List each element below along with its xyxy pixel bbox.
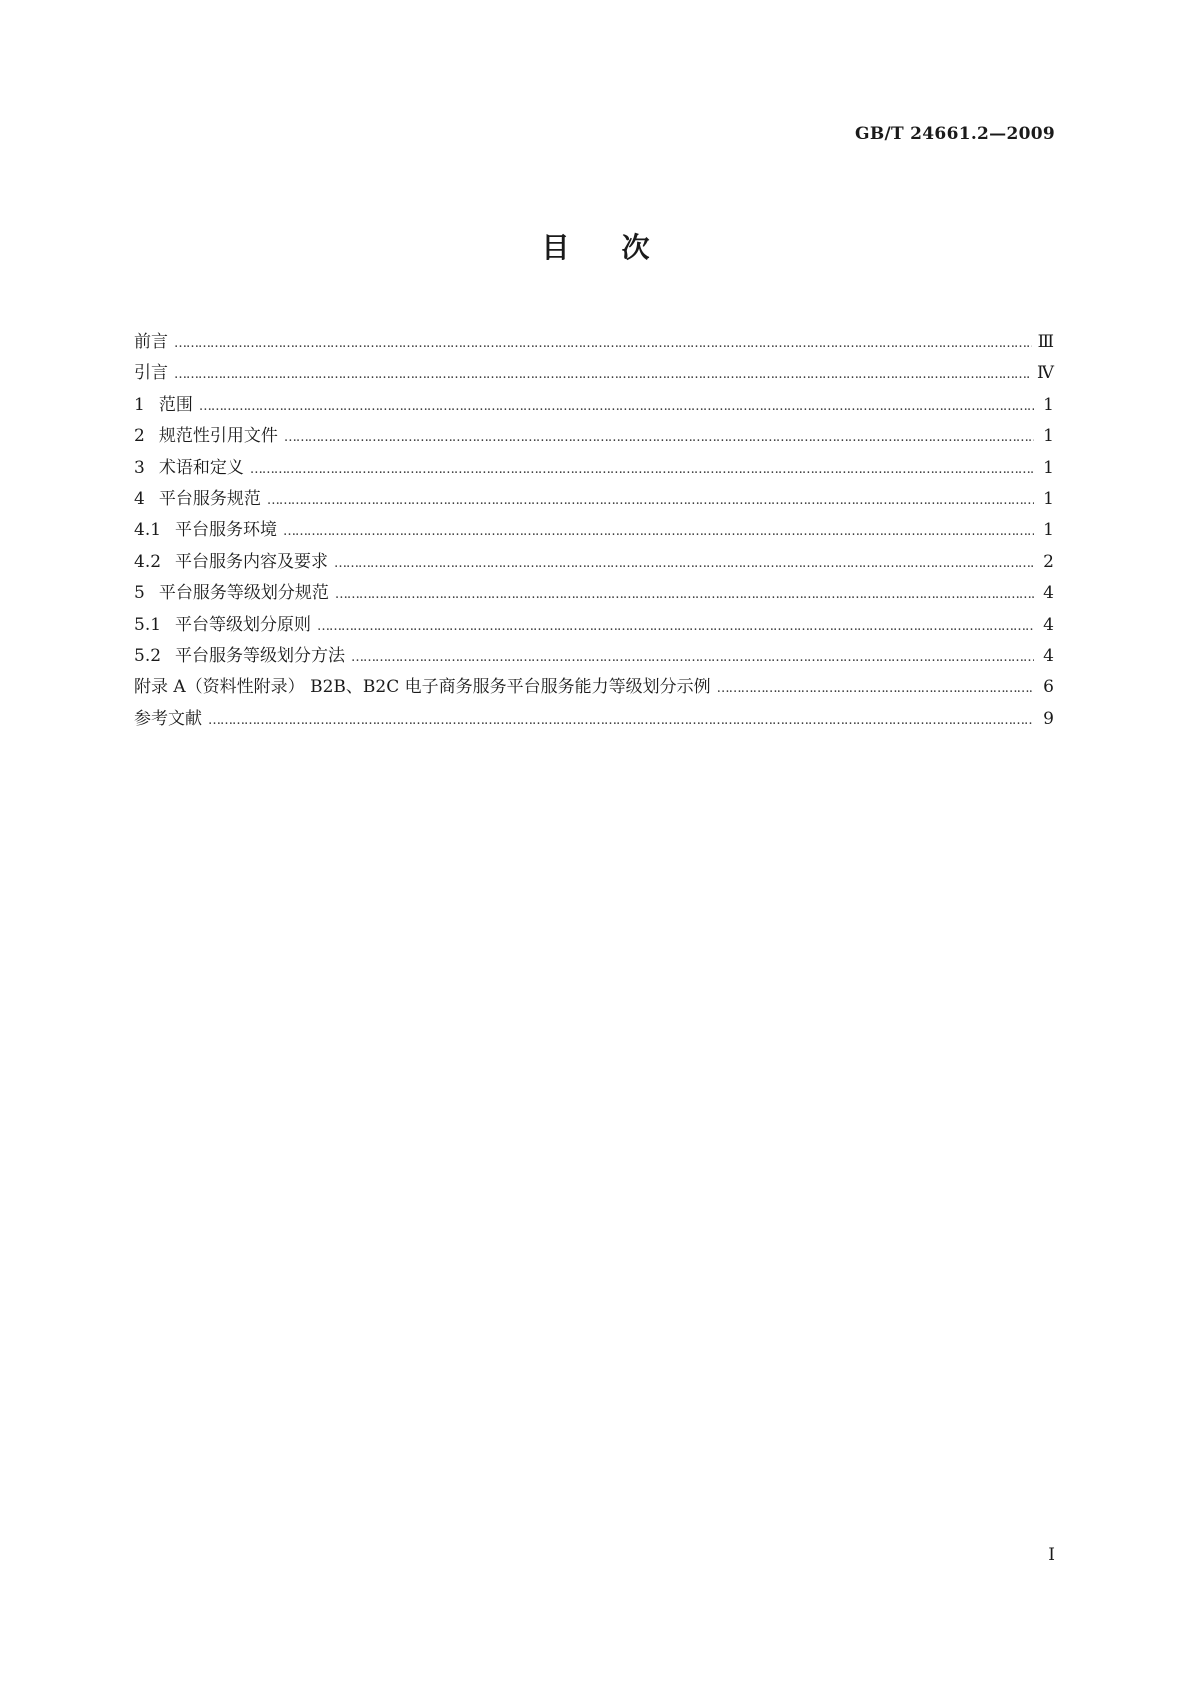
toc-entry-number: 3 (134, 457, 145, 478)
toc-entry-page: 1 (1043, 394, 1054, 415)
toc-leader-dots (717, 681, 1034, 696)
toc-entry-number: 5.2 (134, 645, 162, 666)
toc-entry-label (134, 610, 317, 635)
toc-entry-5[interactable] (134, 578, 1054, 609)
toc-entry-3[interactable] (134, 453, 1054, 484)
toc-entry-label: 附录 A（资料性附录） B2B、B2C 电子商务服务平台服务能力等级划分示例 (134, 677, 711, 698)
toc-entry-page: 1 (1043, 426, 1054, 447)
toc-entry-label (134, 484, 267, 509)
toc-entry-text: 术语和定义 (158, 457, 244, 478)
toc-entry-number: 5 (134, 583, 145, 604)
toc-entry-1[interactable] (134, 390, 1054, 421)
page-title: 目次 (541, 231, 702, 264)
toc-entry-label (134, 641, 351, 666)
toc-entry-4-1[interactable] (134, 515, 1054, 546)
toc-leader-dots (208, 713, 1034, 728)
toc-entry-bibliography[interactable] (134, 704, 1054, 735)
toc-leader-dots (334, 556, 1034, 571)
toc-entry-4[interactable] (134, 484, 1054, 515)
toc-entry-page: 1 (1043, 488, 1054, 509)
table-of-contents (134, 327, 1054, 735)
toc-leader-dots (267, 493, 1034, 508)
toc-entry-page: 9 (1043, 708, 1054, 729)
toc-entry-introduction[interactable] (134, 358, 1054, 389)
toc-leader-dots (284, 430, 1034, 445)
toc-leader-dots (351, 650, 1034, 665)
toc-entry-label (134, 515, 283, 540)
toc-leader-dots (317, 619, 1034, 634)
toc-leader-dots (250, 462, 1034, 477)
toc-entry-number: 4.1 (134, 520, 162, 541)
toc-entry-page: 4 (1043, 645, 1054, 666)
toc-entry-number: 4 (134, 488, 145, 509)
toc-entry-number: 2 (134, 426, 145, 447)
toc-entry-label (134, 453, 250, 478)
toc-entry-4-2[interactable] (134, 547, 1054, 578)
toc-entry-page: Ⅳ (1037, 363, 1054, 384)
toc-entry-label (134, 421, 284, 446)
standard-code: GB/T 24661.2—2009 (855, 124, 1055, 144)
toc-entry-text: 平台服务等级划分规范 (158, 583, 329, 604)
toc-entry-page: 1 (1043, 520, 1054, 541)
toc-entry-label (134, 547, 334, 572)
toc-leader-dots (199, 399, 1034, 414)
toc-leader-dots (174, 336, 1032, 351)
toc-leader-dots (283, 524, 1034, 539)
toc-entry-number: 1 (134, 394, 145, 415)
toc-entry-text: 规范性引用文件 (158, 426, 278, 447)
toc-entry-page: 4 (1043, 583, 1054, 604)
toc-entry-page: 6 (1043, 677, 1054, 698)
page-number: I (1048, 1545, 1055, 1565)
toc-entry-5-1[interactable] (134, 610, 1054, 641)
toc-entry-text: 范围 (158, 394, 193, 415)
toc-entry-2[interactable] (134, 421, 1054, 452)
toc-entry-appendix-a[interactable] (134, 672, 1054, 703)
toc-entry-label (134, 578, 335, 603)
toc-leader-dots (335, 587, 1034, 602)
toc-entry-page: Ⅲ (1037, 332, 1054, 352)
toc-leader-dots (174, 367, 1031, 382)
toc-entry-text: 平台服务等级划分方法 (175, 645, 346, 666)
toc-entry-number: 4.2 (134, 551, 162, 572)
toc-entry-label: 前言 (134, 332, 168, 352)
toc-entry-page: 2 (1043, 551, 1054, 572)
toc-entry-foreword[interactable] (134, 327, 1054, 358)
toc-entry-label: 参考文献 (134, 708, 202, 729)
toc-entry-text: 平台服务环境 (175, 520, 278, 541)
toc-entry-label: 引言 (134, 363, 168, 384)
toc-entry-5-2[interactable] (134, 641, 1054, 672)
toc-entry-text: 平台服务内容及要求 (175, 551, 329, 572)
toc-entry-text: 平台服务规范 (158, 488, 261, 509)
toc-entry-label (134, 390, 199, 415)
toc-entry-page: 4 (1043, 614, 1054, 635)
toc-entry-page: 1 (1043, 457, 1054, 478)
toc-entry-text: 平台等级划分原则 (175, 614, 312, 635)
toc-entry-number: 5.1 (134, 614, 162, 635)
